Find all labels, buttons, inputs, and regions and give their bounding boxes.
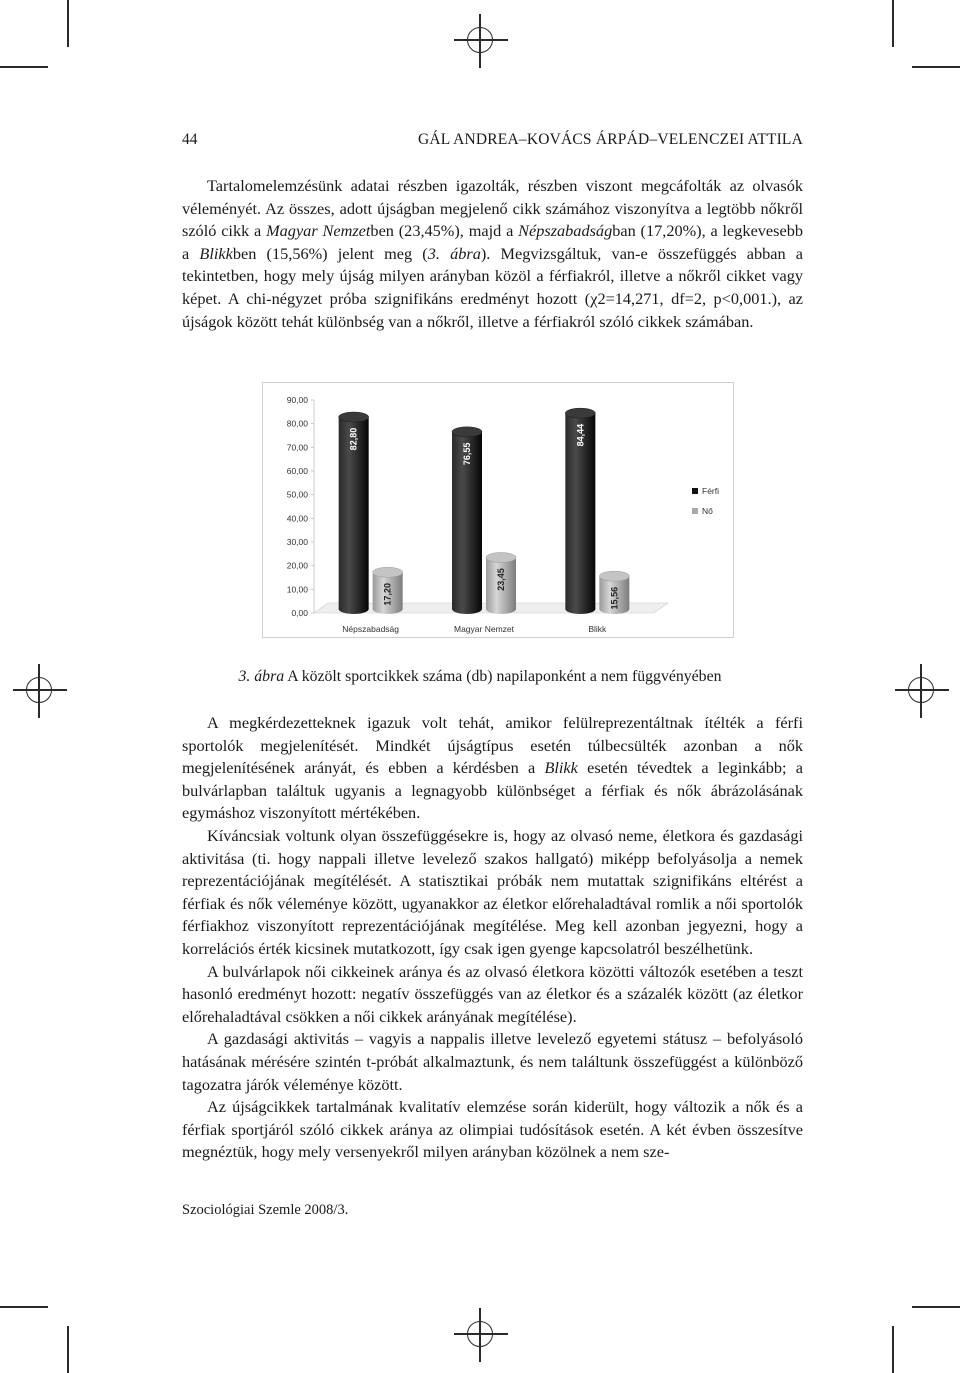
- bar: [452, 427, 482, 614]
- page-number: 44: [182, 131, 198, 148]
- registration-mark-icon: [467, 1321, 493, 1347]
- crop-mark: [0, 66, 48, 68]
- paragraph: [182, 1028, 803, 1096]
- crop-mark: [67, 1326, 69, 1373]
- crop-mark: [912, 66, 960, 68]
- bar: [373, 567, 403, 614]
- paragraph-text: Az újságcikkek tartalmának kvalitatív elemzése során kiderült, hogy változik a nők és a férfiak sportjáról szóló cikkek aránya az olimpiai tudósítások esetén. A két évben összesítve megnéztük, hogy mely versenyekről milyen arányban közölnek a nem sze-: [182, 1097, 803, 1162]
- crop-mark: [892, 0, 894, 47]
- x-tick-label: Népszabadság: [342, 624, 400, 634]
- paragraph: [182, 175, 803, 333]
- paragraph-text: [182, 176, 803, 331]
- paragraph: [182, 825, 803, 961]
- x-tick-label: Magyar Nemzet: [454, 624, 514, 634]
- figure-caption: [0, 668, 960, 686]
- bar-top: [452, 427, 482, 437]
- bar: [339, 412, 369, 614]
- bar-top: [599, 571, 629, 581]
- y-tick-label: 70,00: [286, 442, 308, 453]
- paragraph: [182, 961, 803, 1029]
- bar: [599, 571, 629, 614]
- crop-mark: [892, 1326, 894, 1373]
- bar-top: [339, 412, 369, 422]
- y-tick-label: 80,00: [286, 418, 308, 429]
- legend-swatch: [692, 488, 698, 494]
- bar-chart: [262, 382, 734, 638]
- legend-label: Nő: [702, 506, 713, 516]
- legend-label: Férfi: [702, 486, 719, 496]
- bar-data-label: 76,55: [462, 442, 472, 466]
- crop-mark: [67, 0, 69, 47]
- crop-mark: [912, 1306, 960, 1308]
- bar-base: [486, 604, 516, 614]
- bar-top: [565, 408, 595, 418]
- body-text-bottom: [182, 712, 803, 1164]
- registration-mark-icon: [467, 27, 493, 53]
- x-tick-label: Blikk: [588, 624, 607, 634]
- y-tick-label: 40,00: [286, 513, 308, 524]
- y-tick-label: 10,00: [286, 584, 308, 595]
- y-tick-label: 20,00: [286, 560, 308, 571]
- bar-top: [486, 553, 516, 563]
- bar-top: [373, 567, 403, 577]
- bar: [486, 553, 516, 614]
- y-tick-label: 50,00: [286, 489, 308, 500]
- y-tick-label: 0,00: [291, 608, 308, 618]
- paragraph: [182, 712, 803, 825]
- paragraph-text: A megkérdezetteknek igazuk volt tehát, amikor felülreprezentáltnak ítélték a férfi sportolók megjelenítését. Mindkét újságtípus esetén túlbecsülték azonban a nők megjelenítésének arányát, és ebben a kérdésben a Blikk esetén tévedtek a leginkább; a bulvárlapban találtuk ugyanis a legnagyobb különbséget a férfiak és nők ábrázolásának egymáshoz viszonyított mértékében.: [182, 713, 804, 823]
- caption-label: 3. ábra: [238, 668, 285, 685]
- legend-swatch: [692, 508, 698, 514]
- bar-data-label: 15,56: [609, 586, 620, 610]
- running-title: GÁL ANDREA–KOVÁCS ÁRPÁD–VELENCZEI ATTILA: [417, 131, 803, 148]
- paragraph-text: Kíváncsiak voltunk olyan összefüggésekre is, hogy az olvasó neme, életkora és gazdasági aktivitása (ti. hogy nappali illetve levelező szakos hallgató) miképp befolyásolja a nemek reprezentációjának megítélését. A statisztikai próbák nem mutattak szignifikáns eltérést a férfiak és nők véleménye között, ugyanakkor az életkor előrehaladtával romlik a női sportolók férfiakhoz viszonyított reprezentációjának megítélése. Meg kell azonban jegyezni, hogy a korrelációs érték kicsinek mutatkozott, így csak igen gyenge kapcsolatról beszélhetünk.: [182, 825, 803, 958]
- paragraph-text: A gazdasági aktivitás – vagyis a nappalis illetve levelező egyetemi státusz – befolyásoló hatásának mérésére szintén t-próbát alkalmaztunk, és nem találtunk összefüggést a különböző tagozatra járók véleménye között.: [182, 1029, 803, 1094]
- paragraph-text: A bulvárlapok női cikkeinek aránya és az olvasó életkora közötti változók esetében a teszt hasonló eredményt hozott: negatív összefüggés van az életkor és a százalék között (az életkor előrehaladtával csökken a női cikkek arányának megítélése).: [182, 961, 803, 1026]
- body-text-top: [182, 175, 803, 333]
- bar: [565, 408, 595, 614]
- y-tick-label: 30,00: [286, 537, 308, 547]
- y-tick-label: 90,00: [286, 395, 308, 405]
- journal-footer: Szociológiai Szemle 2008/3.: [182, 1202, 349, 1218]
- y-tick-label: 60,00: [286, 466, 308, 476]
- bar-data-label: 17,20: [382, 583, 393, 606]
- bar-data-label: 23,45: [496, 568, 506, 591]
- bar-base: [339, 604, 369, 614]
- bar-data-label: 84,44: [575, 423, 586, 447]
- bar-data-label: 82,80: [348, 427, 359, 451]
- bar-base: [452, 604, 482, 614]
- paragraph: [182, 1096, 803, 1164]
- crop-mark: [0, 1306, 48, 1308]
- para: Tartalomelemzésünk adatai részben igazolták, részben viszont megcáfolták az olvasók véleményét. Az összes, adott újságban megjelenő cikk számához viszonyítva a legtöbb nőkről szóló cikk a Magyar Nemzetben (23,45%), majd a Népszabadságban (17,20%), a legkevesebb a Blikkben (15,56%) jelent meg (3. ábra). Megvizsgáltuk, van-e összefüggés abban a tekintetben, hogy mely újság milyen arányban közöl a férfiakról, illetve a nőkről cikket vagy képet. A chi-négyzet próba szignifikáns eredményt hozott (χ2=14,271, df=2, p<0,001.), az újságok között tehát különbség van a nőkről, illetve a férfiakról szóló cikkek számában.: [182, 176, 804, 331]
- bar-base: [565, 604, 595, 614]
- caption-text: A közölt sportcikkek száma (db) napilaponként a nem függvényében: [287, 668, 722, 685]
